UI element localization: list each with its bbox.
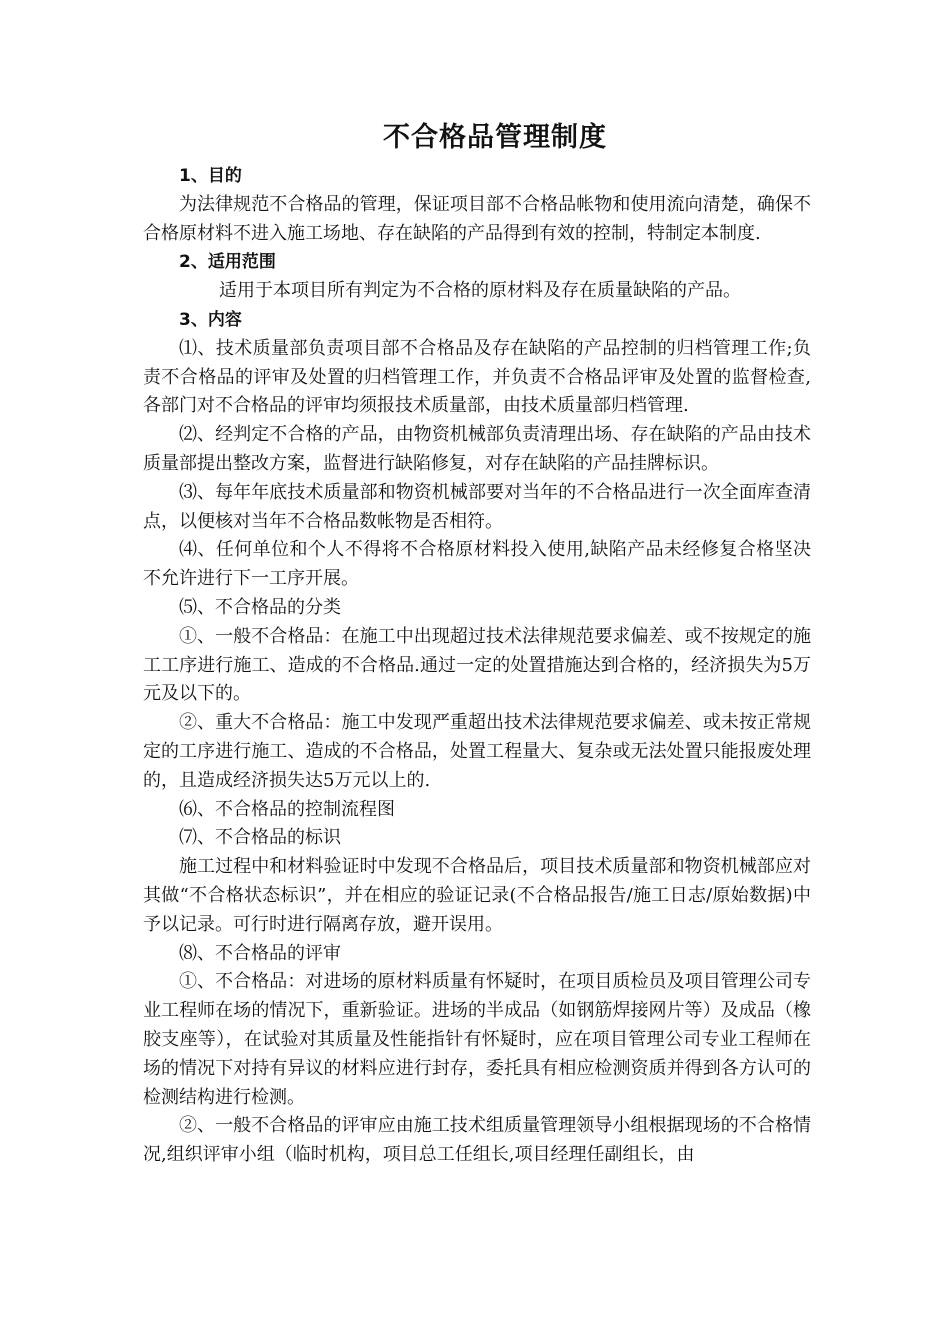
- paragraph: 为法律规范不合格品的管理，保证项目部不合格品帐物和使用流向清楚，确保不合格原材料不进入施工场地、存在缺陷的产品得到有效的控制，特制定本制度.: [143, 193, 811, 244]
- paragraph: 适用于本项目所有判定为不合格的原材料及存在质量缺陷的产品。: [219, 280, 741, 302]
- paragraph: ⑴、技术质量部负责项目部不合格品及存在缺陷的产品控制的归档管理工作;负责不合格品的评审及处置的归档管理工作，并负责不合格品评审及处置的监督检查,各部门对不合格品的评审均须报技术质量部，由技术质量部归档管理.: [143, 337, 811, 417]
- paragraph: ②、一般不合格品的评审应由施工技术组质量管理领导小组根据现场的不合格情况,组织评审小组（临时机构，项目总工任组长,项目经理任副组长，由: [143, 1115, 811, 1166]
- section-heading: 1、目的: [179, 166, 242, 186]
- document-title: 不合格品管理制度: [383, 122, 607, 153]
- paragraph: ⑻、不合格品的评审: [179, 942, 341, 964]
- section-heading: 3、内容: [179, 309, 242, 330]
- paragraph: ⑸、不合格品的分类: [179, 596, 341, 618]
- paragraph: ⑵、经判定不合格的产品，由物资机械部负责清理出场、存在缺陷的产品由技术质量部提出整改方案，监督进行缺陷修复，对存在缺陷的产品挂牌标识。: [143, 424, 811, 474]
- paragraph: ①、不合格品：对进场的原材料质量有怀疑时，在项目质检员及项目管理公司专业工程师在场的情况下，重新验证。进场的半成品（如钢筋焊接网片等）及成品（橡胶支座等），在试验对其质量及性能指针有怀疑时，应在项目管理公司专业工程师在场的情况下对持有异议的材料应进行封存，委托具有相应检测资质并得到各方认可的检测结构进行检测。: [143, 971, 811, 1108]
- paragraph: ⑹、不合格品的控制流程图: [179, 798, 395, 820]
- paragraph: ⑶、每年年底技术质量部和物资机械部要对当年的不合格品进行一次全面库查清点，以便核对当年不合格品数帐物是否相符。: [143, 481, 811, 532]
- section-heading: 2、适用范围: [179, 252, 276, 273]
- paragraph: ①、一般不合格品：在施工中出现超过技术法律规范要求偏差、或不按规定的施工工序进行施工、造成的不合格品.通过一定的处置措施达到合格的，经济损失为5万元及以下的。: [143, 625, 811, 705]
- paragraph: ⑺、不合格品的标识: [179, 827, 341, 849]
- paragraph: 施工过程中和材料验证时中发现不合格品后，项目技术质量部和物资机械部应对其做“不合格状态标识”，并在相应的验证记录(不合格品报告/施工日志/原始数据)中予以记录。可行时进行隔离存放，避开误用。: [143, 856, 811, 935]
- document-body: [143, 162, 811, 1170]
- paragraph: ②、重大不合格品：施工中发现严重超出技术法律规范要求偏差、或未按正常规定的工序进行施工、造成的不合格品，处置工程量大、复杂或无法处置只能报废处理的，且造成经济损失达5万元以上的.: [143, 712, 811, 791]
- paragraph: ⑷、任何单位和个人不得将不合格原材料投入使用,缺陷产品未经修复合格坚决不允许进行下一工序开展。: [143, 539, 811, 590]
